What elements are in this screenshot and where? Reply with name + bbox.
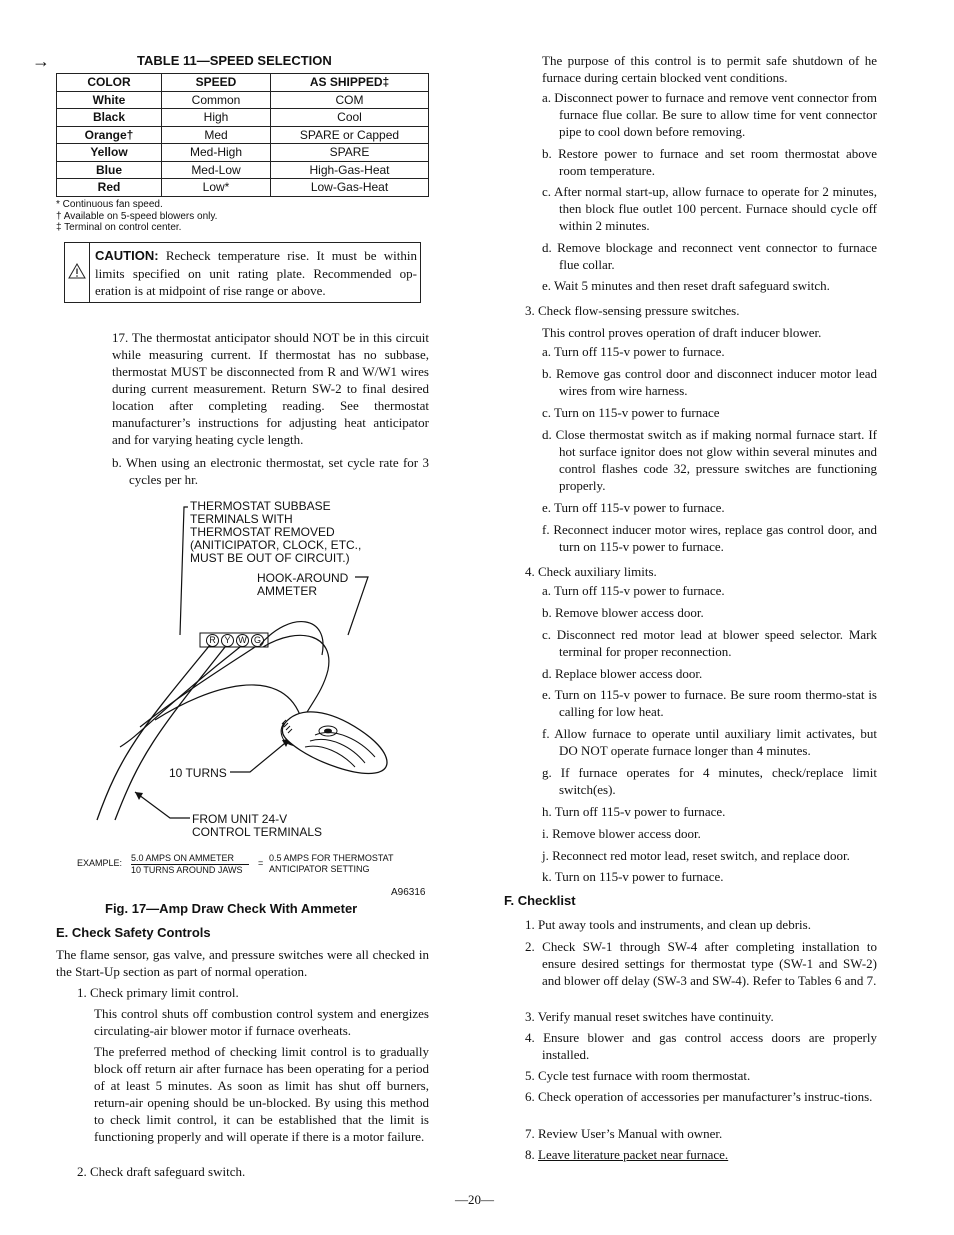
footnote: ‡ Terminal on control center. bbox=[56, 222, 182, 233]
caution-text-block bbox=[95, 247, 417, 300]
cable-outline bbox=[97, 645, 210, 820]
cell-as-shipped: High-Gas-Heat bbox=[271, 161, 429, 179]
checklist-item-3: 3. Verify manual reset switches have continuity. bbox=[525, 1009, 774, 1024]
aux-step-k: k. Turn on 115-v power to furnace. bbox=[542, 869, 724, 884]
cell-color: Blue bbox=[57, 161, 162, 179]
cell-color: Yellow bbox=[57, 144, 162, 162]
caution-text: Recheck temperature rise. It must be within limits specified on unit rating plate. Recommended op-eration is at midpoint of rise range or above. bbox=[95, 248, 418, 298]
table-row bbox=[57, 179, 429, 197]
aux-step-e: e. Turn on 115-v power to furnace. Be sure room thermo-stat is calling for low heat. bbox=[542, 687, 877, 719]
footnote: † Available on 5-speed blowers only. bbox=[56, 210, 218, 222]
terminal-w: W bbox=[236, 634, 249, 647]
example-numerator: 5.0 AMPS ON AMMETER bbox=[131, 853, 249, 865]
aux-step-b: b. Remove blower access door. bbox=[542, 605, 704, 620]
paragraph-17: 17. The thermostat anticipator should NOT be in this circuit while measuring current. If thermostat has no subbase, thermostat MUST be disconnected from R and W/W1 wires during current measurement. Return SW-2 to final desired location after completing reading. See thermostat manufacturer’s instructions for adjusting heat anticipator and for varying heating cycle length. bbox=[112, 330, 429, 447]
aux-step-h: h. Turn off 115-v power to furnace. bbox=[542, 804, 726, 819]
draft-safeguard-purpose: The purpose of this control is to permit safe shutdown of he furnace during certain blocked vent conditions. bbox=[542, 53, 877, 85]
cell-as-shipped: SPARE or Capped bbox=[271, 126, 429, 144]
aux-step-a: a. Turn off 115-v power to furnace. bbox=[542, 583, 725, 598]
example-equals: = bbox=[258, 858, 264, 868]
cell-color: Red bbox=[57, 179, 162, 197]
checklist-item-6: 6. Check operation of accessories per manufacturer’s instruc-tions. bbox=[525, 1089, 873, 1104]
label-line: THERMOSTAT SUBBASE bbox=[190, 499, 331, 513]
example-result-1: 0.5 AMPS FOR THERMOSTAT bbox=[269, 853, 394, 863]
table-row bbox=[57, 161, 429, 179]
section-e-item-1-para-2: The preferred method of checking limit control is to gradually block off return air after furnace has been operating for a period of at least 5 minutes. As soon as limit has shut off burners, return-air opening should be un-blocked. By using this method to check limit control, it can be established that the limit is functioning properly and will operate if there is a motor failure. bbox=[94, 1044, 429, 1144]
section-f-heading: F. Checklist bbox=[504, 893, 576, 908]
aux-step-i: i. Remove blower access door. bbox=[542, 826, 701, 841]
leader-line-ammeter bbox=[348, 577, 368, 635]
header-color: COLOR bbox=[57, 74, 162, 92]
label-from-unit bbox=[192, 813, 322, 839]
aux-step-j: j. Reconnect red motor lead, reset switch, and replace door. bbox=[542, 848, 850, 863]
example-denominator: 10 TURNS AROUND JAWS bbox=[131, 865, 243, 875]
label-10-turns: 10 TURNS bbox=[169, 766, 227, 780]
label-line: AMMETER bbox=[257, 584, 317, 598]
aux-step-c: c. Disconnect red motor lead at blower speed selector. Mark terminal for proper reconnection. bbox=[542, 627, 877, 659]
checklist-item-8-number: 8. bbox=[525, 1147, 535, 1162]
figure-code: A96316 bbox=[391, 887, 426, 898]
cell-color: Orange† bbox=[57, 126, 162, 144]
label-line: THERMOSTAT REMOVED bbox=[190, 525, 335, 539]
section-e-item-2: 2. Check draft safeguard switch. bbox=[77, 1164, 246, 1179]
footnote: * Continuous fan speed. bbox=[56, 199, 163, 210]
cell-as-shipped: SPARE bbox=[271, 144, 429, 162]
draft-step-c: c. After normal start-up, allow furnace to operate for 2 minutes, then block flue outlet 100 percent. Furnace should cycle off within 2 minutes. bbox=[542, 184, 877, 233]
pressure-step-b: b. Remove gas control door and disconnect inducer motor lead wires from wire harness. bbox=[542, 366, 877, 398]
table-title: TABLE 11—SPEED SELECTION bbox=[137, 53, 332, 68]
example-label: EXAMPLE: bbox=[77, 858, 123, 868]
leader-line-from-unit bbox=[135, 792, 190, 818]
header-speed: SPEED bbox=[162, 74, 271, 92]
cell-color: White bbox=[57, 91, 162, 109]
cell-speed: High bbox=[162, 109, 271, 127]
figure-caption: Fig. 17—Amp Draw Check With Ammeter bbox=[105, 901, 358, 916]
aux-step-f: f. Allow furnace to operate until auxiliary limit activates, but DO NOT operate furnace longer than 4 minutes. bbox=[542, 726, 877, 758]
table-row bbox=[57, 144, 429, 162]
caution-divider bbox=[89, 243, 90, 302]
checklist-item-4: 4. Ensure blower and gas control access doors are properly installed. bbox=[525, 1030, 877, 1062]
section-e-intro: The flame sensor, gas valve, and pressure switches were all checked in the Start-Up section as part of normal operation. bbox=[56, 947, 429, 979]
cell-speed: Low* bbox=[162, 179, 271, 197]
leader-line-subbase bbox=[180, 507, 188, 635]
leader-line-turns bbox=[230, 739, 290, 772]
cell-speed: Med-High bbox=[162, 144, 271, 162]
item-3-pressure-switches: 3. Check flow-sensing pressure switches. bbox=[525, 303, 740, 318]
label-hook-around-ammeter bbox=[257, 572, 348, 598]
warning-triangle-icon bbox=[68, 263, 86, 279]
terminal-labels bbox=[205, 634, 265, 646]
label-line: TERMINALS WITH bbox=[190, 512, 293, 526]
example-result-2: ANTICIPATOR SETTING bbox=[269, 864, 370, 874]
pressure-step-f: f. Reconnect inducer motor wires, replace gas control door, and turn on 115-v power to furnace. bbox=[542, 522, 877, 554]
item-4-auxiliary-limits: 4. Check auxiliary limits. bbox=[525, 564, 657, 579]
header-as-shipped: AS SHIPPED‡ bbox=[271, 74, 429, 92]
label-line: HOOK-AROUND bbox=[257, 571, 349, 585]
draft-step-a: a. Disconnect power to furnace and remove vent connector from furnace flue collar. Be sure to allow time for vent connector pipe to cool down before removing. bbox=[542, 90, 877, 139]
checklist-item-1: 1. Put away tools and instruments, and clean up debris. bbox=[525, 917, 811, 932]
draft-step-e: e. Wait 5 minutes and then reset draft safeguard switch. bbox=[542, 278, 830, 293]
pressure-step-a: a. Turn off 115-v power to furnace. bbox=[542, 344, 725, 359]
draft-step-b: b. Restore power to furnace and set room thermostat above room temperature. bbox=[542, 146, 877, 178]
checklist-item-5: 5. Cycle test furnace with room thermostat. bbox=[525, 1068, 751, 1083]
label-line: (ANITICIPATOR, CLOCK, ETC., bbox=[190, 538, 362, 552]
wire bbox=[140, 647, 255, 727]
checklist-item-2: 2. Check SW-1 through SW-4 after completing installation to ensure desired settings for thermostat type (SW-1 and SW-2) and blower off delay (SW-3 and SW-4). Refer to Tables 6 and 7. bbox=[525, 939, 877, 988]
table-row bbox=[57, 126, 429, 144]
section-e-item-1: 1. Check primary limit control. bbox=[77, 985, 239, 1000]
cell-as-shipped: Cool bbox=[271, 109, 429, 127]
draft-step-d: d. Remove blockage and reconnect vent connector to furnace flue collar. bbox=[542, 240, 877, 272]
terminal-y: Y bbox=[221, 634, 234, 647]
cell-speed: Med-Low bbox=[162, 161, 271, 179]
cell-speed: Common bbox=[162, 91, 271, 109]
label-line: MUST BE OUT OF CIRCUIT.) bbox=[190, 551, 350, 565]
terminal-r: R bbox=[206, 634, 219, 647]
aux-step-g: g. If furnace operates for 4 minutes, check/replace limit switch(es). bbox=[542, 765, 877, 797]
cell-as-shipped: Low-Gas-Heat bbox=[271, 179, 429, 197]
cell-as-shipped: COM bbox=[271, 91, 429, 109]
list-item-b: b. When using an electronic thermostat, set cycle rate for 3 cycles per hr. bbox=[112, 455, 429, 487]
caution-box bbox=[64, 242, 421, 303]
section-e-heading: E. Check Safety Controls bbox=[56, 925, 211, 940]
pressure-step-d: d. Close thermostat switch as if making normal furnace start. If hot surface ignitor does not glow within several minutes and control flashes code 32, pressure switches are functioning properly. bbox=[542, 427, 877, 493]
table-row bbox=[57, 109, 429, 127]
checklist-item-7: 7. Review User’s Manual with owner. bbox=[525, 1126, 723, 1141]
table-row bbox=[57, 91, 429, 109]
wire-loop bbox=[155, 685, 303, 745]
cell-color: Black bbox=[57, 109, 162, 127]
table-footnotes bbox=[56, 199, 217, 234]
arrow-head bbox=[135, 792, 143, 800]
section-e-item-1-para-1: This control shuts off combustion control system and energizes circulating-air blower motor if furnace overheats. bbox=[94, 1006, 429, 1038]
caution-label: CAUTION: bbox=[95, 248, 159, 263]
ammeter bbox=[281, 712, 387, 774]
pressure-step-e: e. Turn off 115-v power to furnace. bbox=[542, 500, 725, 515]
label-line: CONTROL TERMINALS bbox=[192, 825, 323, 839]
label-thermostat-subbase bbox=[190, 500, 361, 565]
checklist-item-8-text: Leave literature packet near furnace. bbox=[538, 1147, 729, 1162]
pressure-step-c: c. Turn on 115-v power to furnace bbox=[542, 405, 720, 420]
revision-arrow: → bbox=[32, 51, 50, 71]
cell-speed: Med bbox=[162, 126, 271, 144]
speed-selection-table bbox=[56, 73, 429, 197]
label-line: FROM UNIT 24-V bbox=[192, 812, 288, 826]
checklist-item-8 bbox=[525, 1146, 860, 1163]
page-number: —20— bbox=[455, 1192, 494, 1207]
item-3-intro: This control proves operation of draft inducer blower. bbox=[542, 325, 822, 340]
table-header-row bbox=[57, 74, 429, 92]
aux-step-d: d. Replace blower access door. bbox=[542, 666, 703, 681]
terminal-g: G bbox=[251, 634, 264, 647]
